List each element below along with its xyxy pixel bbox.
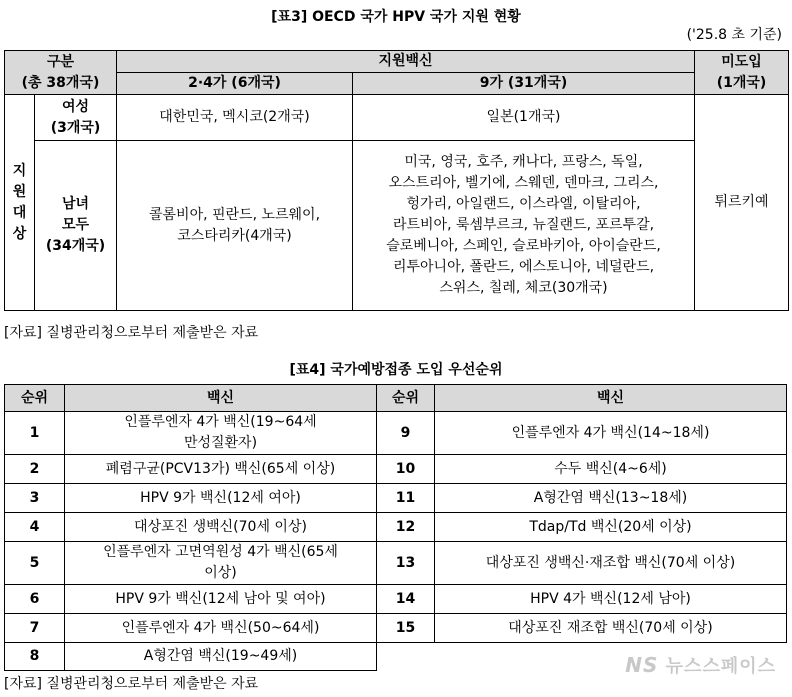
table-row [5,585,787,614]
rank-cell: 8 [5,643,65,671]
vaccine-cell: 대상포진 생백신·재조합 백신(70세 이상) [435,542,787,585]
rank-cell: 1 [5,412,65,455]
vaccine-cell: 대상포진 생백신(70세 이상) [65,513,377,542]
table-row [5,412,787,455]
rank-cell: 10 [377,455,435,484]
table3-date-note: ('25.8 초 기준) [686,27,782,43]
target-label [5,95,35,311]
target-label-text: 지원대상 [12,162,27,242]
vaccine-cell: 인플루엔자 4가 백신(19~64세 만성질환자) [65,412,377,455]
vaccine-cell: Tdap/Td 백신(20세 이상) [435,513,787,542]
table-row [5,484,787,513]
not-introduced-country: 튀르키예 [695,95,789,311]
vaccine-cell: 인플루엔자 4가 백신(50~64세) [65,614,377,643]
both-v9: 미국, 영국, 호주, 캐나다, 프랑스, 독일, 오스트리아, 벨기에, 스웨덴, 덴마크, 그리스, 헝가리, 아일랜드, 이스라엘, 이탈리아, 라트비아, 룩셈부르크, 뉴질랜드, 포르투갈, 슬로베니아, 스페인, 슬로바키아, 아이슬란드, 리투아니아, 폴란드, 에스토니아, 네덜란드, 스위스, 칠레, 체코(30개국) [353,141,695,311]
vaccine-cell: HPV 9가 백신(12세 남아 및 여아) [65,585,377,614]
both-v24: 콜롬비아, 핀란드, 노르웨이, 코스타리카(4개국) [117,141,353,311]
header-v9: 9가 (31개국) [353,73,695,95]
vaccine-cell: 대상포진 재조합 백신(70세 이상) [435,614,787,643]
header-not-introduced: 미도입 (1개국) [695,51,789,95]
rank-cell: 9 [377,412,435,455]
table4-caption: [표4] 국가예방접종 도입 우선순위 [289,362,503,378]
rank-cell: 13 [377,542,435,585]
vaccine-cell: HPV 4가 백신(12세 남아) [435,585,787,614]
rank-cell: 6 [5,585,65,614]
table-row [5,614,787,643]
female-v9: 일본(1개국) [353,95,695,141]
rank-cell: 14 [377,585,435,614]
table-row [5,542,787,585]
table4 [4,384,787,671]
rank-cell: 7 [5,614,65,643]
table-row [5,513,787,542]
header-v24: 2·4가 (6개국) [117,73,353,95]
header-vaccine-right: 백신 [435,385,787,412]
vaccine-cell: HPV 9가 백신(12세 여아) [65,484,377,513]
header-support: 지원백신 [117,51,695,73]
vaccine-cell: 인플루엔자 4가 백신(14~18세) [435,412,787,455]
table-row [5,455,787,484]
female-v24: 대한민국, 멕시코(2개국) [117,95,353,141]
header-vaccine-left: 백신 [65,385,377,412]
header-rank-right: 순위 [377,385,435,412]
vaccine-cell: A형간염 백신(13~18세) [435,484,787,513]
table3 [4,50,789,311]
vaccine-cell: 폐렴구균(PCV13가) 백신(65세 이상) [65,455,377,484]
table3-caption: [표3] OECD 국가 HPV 국가 지원 현황 [271,9,521,25]
group-female: 여성 (3개국) [35,95,117,141]
vaccine-cell: 수두 백신(4~6세) [435,455,787,484]
rank-cell: 11 [377,484,435,513]
group-both: 남녀 모두 (34개국) [35,141,117,311]
vaccine-cell: 인플루엔자 고면역원성 4가 백신(65세 이상) [65,542,377,585]
rank-cell: 12 [377,513,435,542]
table3-source: [자료] 질병관리청으로부터 제출받은 자료 [4,325,259,341]
rank-cell: 15 [377,614,435,643]
rank-cell: 3 [5,484,65,513]
table4-source: [자료] 질병관리청으로부터 제출받은 자료 [4,676,259,692]
rank-cell: 5 [5,542,65,585]
rank-cell: 2 [5,455,65,484]
header-rank-left: 순위 [5,385,65,412]
rank-cell: 4 [5,513,65,542]
watermark-logo: NS 뉴스스페이스 [625,653,776,677]
header-category: 구분 (총 38개국) [5,51,117,95]
vaccine-cell: A형간염 백신(19~49세) [65,643,377,671]
